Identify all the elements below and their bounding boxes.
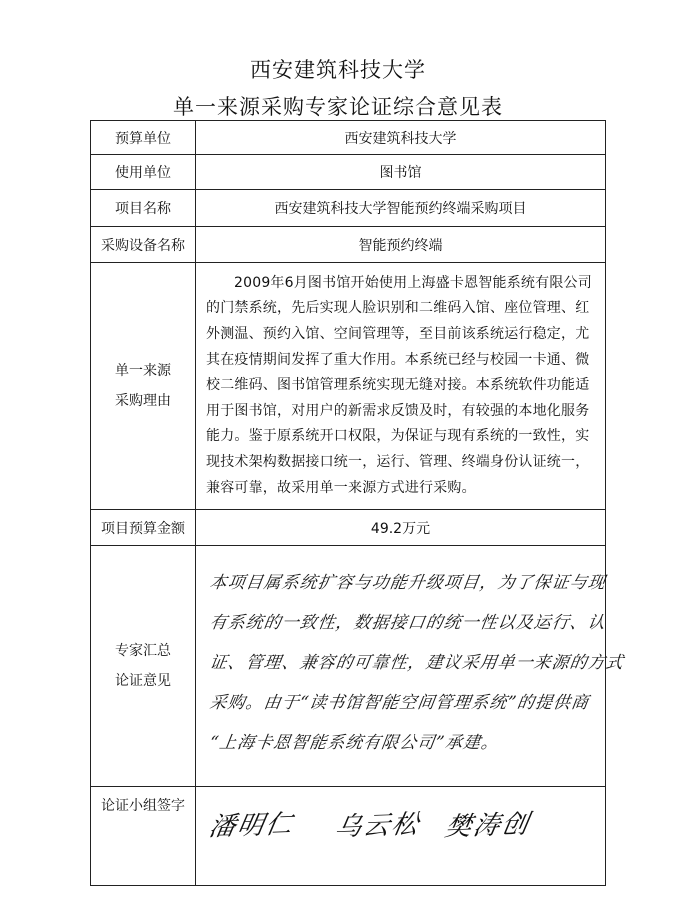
opinion-form-table xyxy=(90,120,626,886)
reason-label-line1: 单一来源 xyxy=(115,363,171,379)
project-name-label: 项目名称 xyxy=(91,190,196,227)
handwritten-line: 证、管理、兼容的可靠性，建议采用单一来源的方式 xyxy=(208,653,626,673)
reason-label-line2: 采购理由 xyxy=(115,393,171,409)
document-title: 西安建筑科技大学 xyxy=(250,58,426,82)
user-unit-label: 使用单位 xyxy=(91,155,196,190)
row-budget-amount xyxy=(91,510,606,546)
row-project-name xyxy=(91,190,606,227)
signature-3: 樊涛创 xyxy=(442,809,533,843)
handwritten-opinion xyxy=(196,546,626,786)
reason-text: 2009年6月图书馆开始使用上海盛卡恩智能系统有限公司的门禁系统，先后实现人脸识别和二维码入馆、座位管理、红外测温、预约入馆、空间管理等，至目前该系统运行稳定，尤其在疫情期间发挥了重大作用。本系统已经与校园一卡通、微校二维码、图书馆管理系统实现无缝对接。本系统软件功能适用于图书馆，对用户的新需求反馈及时，有较强的本地化服务能力。鉴于原系统开口权限，为保证与现有系统的一致性，实现技术架构数据接口统一，运行、管理、终端身份认证统一，兼容可靠，故采用单一来源方式进行采购。 xyxy=(196,263,606,510)
budget-amount-label: 项目预算金额 xyxy=(91,510,196,546)
equipment-name-value: 智能预约终端 xyxy=(196,227,606,263)
signatures-label: 论证小组签字 xyxy=(91,787,196,886)
handwritten-line: 采购。由于“读书馆智能空间管理系统”的提供商 xyxy=(208,693,591,713)
signature-2: 乌云松 xyxy=(332,809,423,843)
row-reason xyxy=(91,263,606,510)
budget-amount-value: 49.2万元 xyxy=(196,510,606,546)
reason-label xyxy=(91,263,196,510)
signature-1: 潘明仁 xyxy=(206,809,297,843)
expert-opinion-label-line2: 论证意见 xyxy=(115,673,171,689)
budget-unit-value: 西安建筑科技大学 xyxy=(196,121,606,155)
expert-opinion-label xyxy=(91,546,196,787)
row-signatures xyxy=(91,787,606,886)
handwritten-line: 本项目属系统扩容与功能升级项目，为了保证与现 xyxy=(208,573,608,593)
document-subtitle: 单一来源采购专家论证综合意见表 xyxy=(173,95,503,119)
budget-unit-label: 预算单位 xyxy=(91,121,196,155)
row-user-unit xyxy=(91,155,606,190)
row-budget-unit xyxy=(91,121,606,155)
expert-opinion-cell xyxy=(196,546,626,787)
handwritten-line: “上海卡恩智能系统有限公司”承建。 xyxy=(208,733,501,753)
row-equipment-name xyxy=(91,227,606,263)
row-expert-opinion xyxy=(91,546,606,787)
handwritten-line: 有系统的一致性，数据接口的统一性以及运行、认 xyxy=(208,613,608,633)
signatures-cell xyxy=(196,787,606,886)
user-unit-value: 图书馆 xyxy=(196,155,606,190)
project-name-value: 西安建筑科技大学智能预约终端采购项目 xyxy=(196,190,606,227)
expert-opinion-label-line1: 专家汇总 xyxy=(115,643,171,659)
equipment-name-label: 采购设备名称 xyxy=(91,227,196,263)
signature-area xyxy=(196,787,605,885)
